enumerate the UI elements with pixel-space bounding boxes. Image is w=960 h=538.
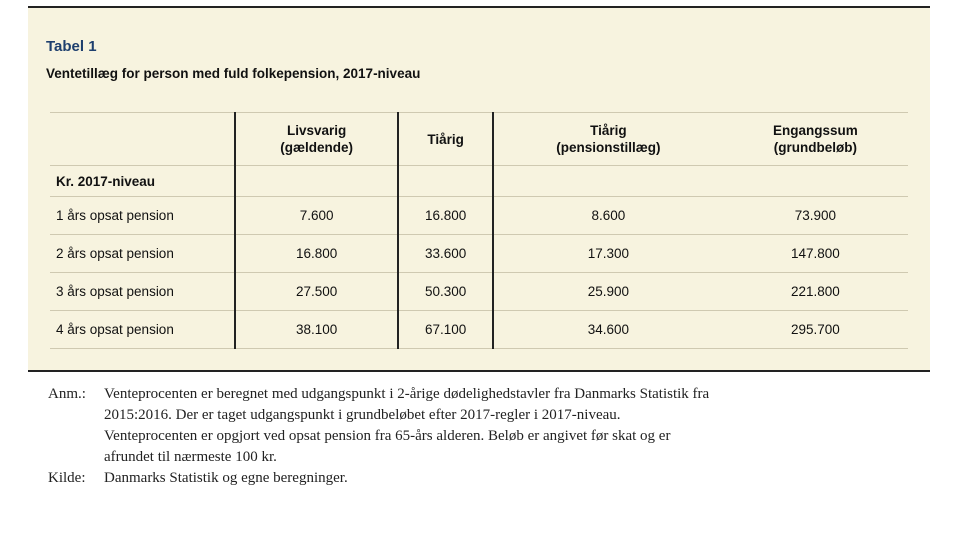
note-line: Venteprocenten er beregnet med udgangspunkt i 2-årige dødelighedstavler fra Danmarks Statistik fra [104,386,710,402]
column-header-tiaarig: Tiårig [398,113,493,166]
cell-value: 67.100 [398,311,493,349]
note-kilde-text: Danmarks Statistik og egne beregninger. [104,470,348,486]
table-row [50,311,908,349]
cell-value: 25.900 [493,273,723,311]
table-row [50,235,908,273]
section-label: Kr. 2017-niveau [50,166,235,197]
cell-value: 7.600 [235,197,398,235]
note-line: afrundet til nærmeste 100 kr. [104,449,277,465]
pension-table [50,112,908,349]
cell-value: 147.800 [723,235,908,273]
cell-value: 8.600 [493,197,723,235]
empty-cell [398,166,493,197]
empty-cell [235,166,398,197]
cell-value: 17.300 [493,235,723,273]
row-label: 1 års opsat pension [50,197,235,235]
header-empty-cell [50,113,235,166]
cell-value: 33.600 [398,235,493,273]
row-label: 2 års opsat pension [50,235,235,273]
table-notes [48,384,928,489]
cell-value: 50.300 [398,273,493,311]
table-header-row [50,113,908,166]
cell-value: 16.800 [398,197,493,235]
empty-cell [723,166,908,197]
note-kilde-key: Kilde: [48,470,86,486]
note-anm-key: Anm.: [48,386,86,402]
table-row [50,197,908,235]
column-header-tiaarig-pensionstillaeg: Tiårig (pensionstillæg) [493,113,723,166]
table-panel [28,6,930,372]
note-line: Venteprocenten er opgjort ved opsat pension fra 65-års alderen. Beløb er angivet før skat og er [104,428,671,444]
cell-value: 16.800 [235,235,398,273]
table-title: Tabel 1 [46,38,97,55]
cell-value: 38.100 [235,311,398,349]
column-header-livsvarig: Livsvarig (gældende) [235,113,398,166]
note-kilde [48,468,928,489]
cell-value: 295.700 [723,311,908,349]
note-anm [48,384,928,468]
note-anm-text [104,384,928,468]
cell-value: 27.500 [235,273,398,311]
note-line: 2015:2016. Der er taget udgangspunkt i grundbeløbet efter 2017-regler i 2017-niveau. [104,407,621,423]
column-header-engangssum: Engangssum (grundbeløb) [723,113,908,166]
row-label: 4 års opsat pension [50,311,235,349]
row-label: 3 års opsat pension [50,273,235,311]
cell-value: 34.600 [493,311,723,349]
table-row [50,273,908,311]
section-label-row [50,166,908,197]
cell-value: 73.900 [723,197,908,235]
table-subtitle: Ventetillæg for person med fuld folkepension, 2017-niveau [46,66,421,81]
cell-value: 221.800 [723,273,908,311]
empty-cell [493,166,723,197]
